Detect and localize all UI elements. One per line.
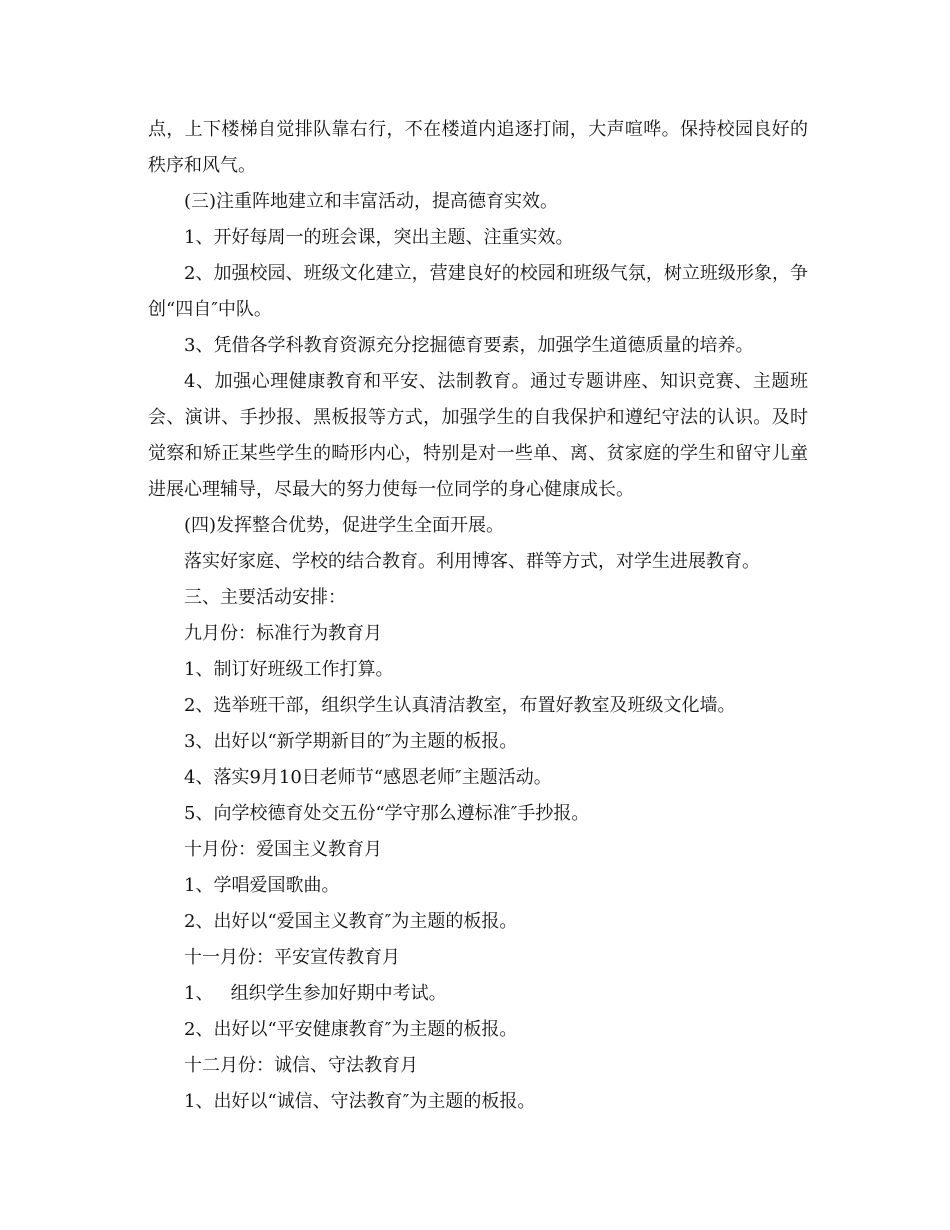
list-item: 3、凭借各学科教育资源充分挖掘德育要素，加强学生道德质量的培养。 bbox=[184, 335, 754, 356]
list-item: 1、出好以“诚信、守法教育″为主题的板报。 bbox=[184, 1091, 536, 1112]
section-heading: 三、主要活动安排： bbox=[184, 587, 346, 608]
month-heading: 十一月份：平安宣传教育月 bbox=[184, 947, 400, 968]
list-item: 2、出好以“爱国主义教育″为主题的板报。 bbox=[184, 911, 518, 932]
list-item: 1、学唱爱国歌曲。 bbox=[184, 875, 340, 896]
month-heading: 九月份：标准行为教育月 bbox=[184, 623, 382, 644]
paragraph: 落实好家庭、学校的结合教育。利用博客、群等方式，对学生进展教育。 bbox=[184, 551, 760, 572]
list-item: 2、加强校园、班级文化建立，营建良好的校园和班级气氛，树立班级形象，争创“四自″中队。 bbox=[148, 263, 808, 320]
list-item: 4、落实9月10日老师节“感恩老师″主题活动。 bbox=[184, 767, 552, 788]
list-item: 2、选举班干部，组织学生认真清洁教室，布置好教室及班级文化墙。 bbox=[184, 695, 736, 716]
section-heading: (三)注重阵地建立和丰富活动，提高德育实效。 bbox=[184, 191, 559, 212]
list-item: 4、加强心理健康教育和平安、法制教育。通过专题讲座、知识竞赛、主题班会、演讲、手抄报、黑板报等方式，加强学生的自我保护和遵纪守法的认识。及时觉察和矫正某些学生的畸形内心，特别是对一些单、离、贫家庭的学生和留守儿童进展心理辅导，尽最大的努力使每一位同学的身心健康成长。 bbox=[148, 371, 808, 500]
list-item: 2、出好以“平安健康教育″为主题的板报。 bbox=[184, 1019, 518, 1040]
section-heading: (四)发挥整合优势，促进学生全面开展。 bbox=[184, 515, 505, 536]
list-item: 3、出好以“新学期新目的″为主题的板报。 bbox=[184, 731, 518, 752]
list-item: 1、 组织学生参加好期中考试。 bbox=[184, 983, 447, 1004]
month-heading: 十月份：爱国主义教育月 bbox=[184, 839, 382, 860]
paragraph: 点，上下楼梯自觉排队靠右行，不在楼道内追逐打闹，大声喧哗。保持校园良好的秩序和风气。 bbox=[148, 119, 808, 176]
list-item: 5、向学校德育处交五份“学守那么遵标准″手抄报。 bbox=[184, 803, 590, 824]
list-item: 1、制订好班级工作打算。 bbox=[184, 659, 394, 680]
list-item: 1、开好每周一的班会课，突出主题、注重实效。 bbox=[184, 227, 574, 248]
month-heading: 十二月份：诚信、守法教育月 bbox=[184, 1055, 418, 1076]
document-body bbox=[148, 112, 808, 1120]
